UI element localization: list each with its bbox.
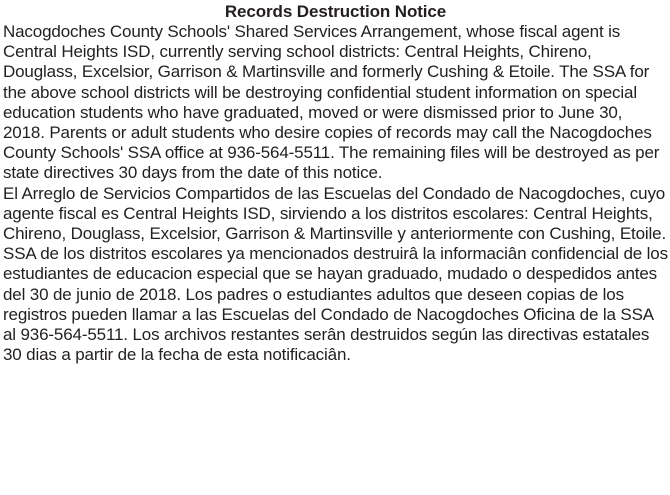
spanish-paragraph: El Arreglo de Servicios Compartidos de las Escuelas del Condado de Nacogdoches, cuyo agente fiscal es Central Heights ISD, sirviendo a los distritos escolares: Central Heights, Chireno, Douglass, Excelsior, Garrison & Martinsville y anteriormente con Cushing, Etoile. SSA de los distritos escolares ya mencionados destruirâ la informaciân confidencial de los estudiantes de educacion especial que se hayan graduado, mudado o despedidos antes del 30 de junio de 2018. Los padres o estudiantes adultos que deseen copias de los registros pueden llamar a las Escuelas del Condado de Nacogdoches Oficina de la SSA al 936-564-5511. Los archivos restantes serân destruidos según las directivas estatales 30 dias a partir de la fecha de esta notificaciân. <box>3 183 668 365</box>
notice-title: Records Destruction Notice <box>224 2 447 21</box>
english-paragraph: Nacogdoches County Schools' Shared Services Arrangement, whose fiscal agent is Central Heights ISD, currently serving school districts: Central Heights, Chireno, Douglass, Excelsior, Garrison & Martinsville and formerly Cushing & Etoile. The SSA for the above school districts will be destroying confidential student information on special education students who have graduated, moved or were dismissed prior to June 30, 2018. Parents or adult students who desire copies of records may call the Nacogdoches County Schools' SSA office at 936-564-5511. The remaining files will be destroyed as per state directives 30 days from the date of this notice. <box>3 22 660 183</box>
